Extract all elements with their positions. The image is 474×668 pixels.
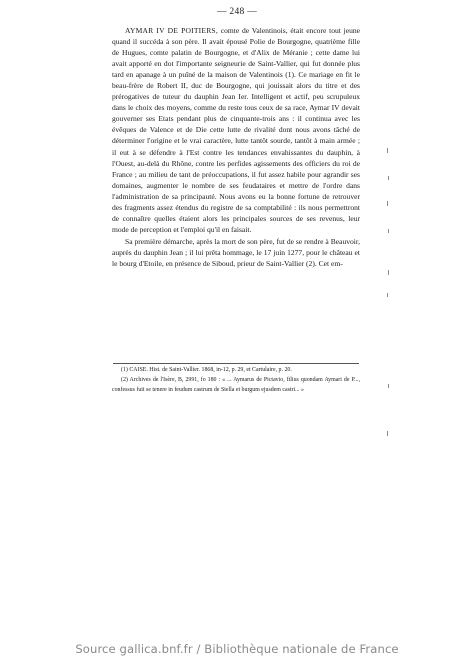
paragraph-lead: AYMAR IV DE POITIERS, — [125, 26, 218, 35]
paragraph-1 — [112, 25, 360, 235]
page-number: — 248 — — [216, 7, 258, 17]
paragraph-text: comte de Valentinois, était encore tout jeune quand il succéda à son père. Il avait épousé Polie de Bourgogne, quatrième fille de Hugues, comte palatin de Bourgogne, et d'Alix de Méranie ; cette dame lui avait apporté en dot l'importante seigneurie de Saint-Vallier, qui fut donnée plus tard en apanage à un puîné de la maison de Valentinois (1). Ce mariage en fit le beau-frère de Robert II, duc de Bourgogne, qui jouissait alors du titre et des prérogatives de tuteur du dauphin Jean Ier. Intelligent et actif, peu scrupuleux dans le choix des moyens, comme du reste tous ceux de sa race, Aymar IV devait gouverner ses Etats pendant plus de cinquante-trois ans : il continua avec les évêques de Valence et de Die cette lutte de rivalité dont nous avons tâché de déterminer l'origine et le vrai caractère, lutte tantôt sourde, tantôt à main armée ; il eut à se défendre à l'Est contre les tendances envahissantes du dauphin, à l'Ouest, au-delà du Rhône, contre les perfides agissements des officiers du roi de France ; au milieu de tant de préoccupations, il fut assez habile pour agrandir ses domaines, augmenter le nombre de ses feudataires et mettre de l'ordre dans l'administration de sa principauté. Nous avons eu la bonne fortune de retrouver des fragments assez étendus du registre de sa comptabilité : ils nous permettront de connaître quelles étaient alors les principales sources de ses revenus, leur mode de perception et l'emploi qu'il en faisait. — [112, 26, 360, 234]
page-edge-mark — [388, 384, 389, 388]
page-edge-mark — [387, 293, 388, 297]
page-edge-mark — [388, 229, 389, 233]
paragraph-2 — [112, 236, 360, 269]
page-edge-mark — [388, 270, 389, 275]
page-edge-mark — [387, 148, 388, 153]
page-edge-mark — [388, 176, 389, 180]
footnotes — [112, 366, 360, 396]
footnote-divider — [113, 363, 359, 364]
footnote-1: (1) CAISE. Hist. de Saint-Vallier. 1868, in-12, p. 29, et Cartulaire, p. 20. — [121, 367, 292, 373]
main-text — [112, 25, 360, 269]
source-credit: Source gallica.bnf.fr / Bibliothèque nationale de France — [75, 642, 399, 656]
page-edge-mark — [387, 431, 388, 436]
page-edge-mark — [387, 201, 388, 206]
footnote-2: (2) Archives de l'Isère, B, 2991, fo 180 : « ... Aymarus de Pictavio, filius quondam Aymari de P..., confessus fuit se tenere in feudum castrum de Stella et burgum ejusdem castri... » — [112, 376, 360, 393]
paragraph-text: Sa première démarche, après la mort de son père, fut de se rendre à Beauvoir, auprès du dauphin Jean ; il lui prêta hommage, le 17 juin 1277, pour le château et le bourg d'Etoile, en présence de Siboud, prieur de Saint-Vallier (2). Cet em- — [112, 236, 360, 268]
